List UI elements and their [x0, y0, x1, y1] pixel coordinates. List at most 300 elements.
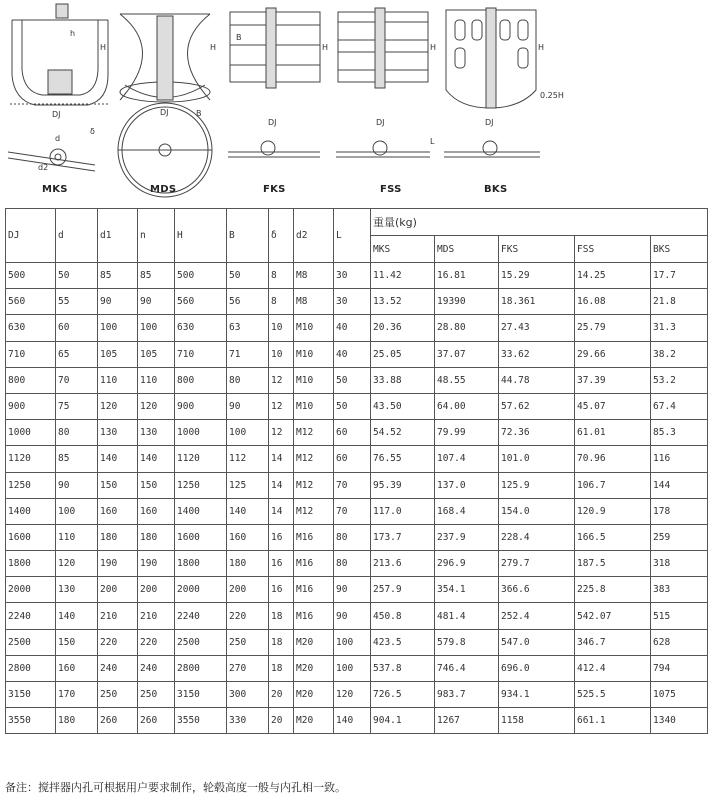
table-cell: 110 — [98, 367, 138, 393]
table-cell: 100 — [334, 655, 371, 681]
table-cell: 18.361 — [499, 289, 575, 315]
table-cell: 14.25 — [575, 263, 651, 289]
table-cell: 481.4 — [435, 603, 499, 629]
table-cell: 37.39 — [575, 367, 651, 393]
table-cell: 260 — [98, 708, 138, 734]
table-row — [6, 446, 708, 472]
table-cell: 1250 — [175, 472, 227, 498]
table-cell: 48.55 — [435, 367, 499, 393]
table-cell: 200 — [98, 577, 138, 603]
table-cell: 61.01 — [575, 420, 651, 446]
table-cell: 166.5 — [575, 524, 651, 550]
table-cell: 85 — [138, 263, 175, 289]
table-cell: 100 — [227, 420, 269, 446]
table-cell: 60 — [334, 420, 371, 446]
table-cell: 63 — [227, 315, 269, 341]
table-cell: 200 — [227, 577, 269, 603]
table-cell: 56 — [227, 289, 269, 315]
table-cell: 983.7 — [435, 682, 499, 708]
table-cell: 15.29 — [499, 263, 575, 289]
table-cell: 270 — [227, 655, 269, 681]
table-cell: M10 — [294, 393, 334, 419]
table-cell: 25.79 — [575, 315, 651, 341]
bks-top-drawing — [444, 141, 540, 157]
header-cell: L — [334, 209, 371, 263]
table-cell: 1120 — [6, 446, 56, 472]
table-cell: 16 — [269, 524, 294, 550]
fss-l-label: L — [430, 137, 435, 146]
table-cell: 3550 — [6, 708, 56, 734]
table-cell: 70.96 — [575, 446, 651, 472]
table-cell: 150 — [98, 472, 138, 498]
mds-front-drawing — [120, 14, 210, 102]
table-cell: 2500 — [6, 629, 56, 655]
table-cell: 110 — [138, 367, 175, 393]
table-cell: M12 — [294, 446, 334, 472]
fks-dj-label: DJ — [268, 118, 277, 127]
table-cell: 16 — [269, 577, 294, 603]
table-cell: 500 — [175, 263, 227, 289]
table-cell: 168.4 — [435, 498, 499, 524]
table-cell: 60 — [56, 315, 98, 341]
table-cell: 80 — [334, 524, 371, 550]
table-cell: 100 — [98, 315, 138, 341]
header-cell: B — [227, 209, 269, 263]
header-cell: n — [138, 209, 175, 263]
weight-subheader-cell: MDS — [435, 236, 499, 263]
table-row — [6, 367, 708, 393]
table-cell: 200 — [138, 577, 175, 603]
table-cell: 300 — [227, 682, 269, 708]
bks-025h-label: 0.25H — [540, 91, 564, 100]
fss-front-drawing — [338, 8, 428, 88]
caption-mks: MKS — [42, 184, 68, 195]
table-cell: 1075 — [651, 682, 708, 708]
bks-front-drawing — [446, 8, 536, 108]
header-cell: δ — [269, 209, 294, 263]
table-cell: 79.99 — [435, 420, 499, 446]
table-cell: 213.6 — [371, 551, 435, 577]
table-cell: 170 — [56, 682, 98, 708]
table-cell: 537.8 — [371, 655, 435, 681]
caption-fss: FSS — [380, 184, 402, 195]
table-cell: 70 — [334, 472, 371, 498]
table-row — [6, 708, 708, 734]
fks-front-drawing — [230, 8, 320, 88]
table-cell: 90 — [98, 289, 138, 315]
table-cell: 250 — [138, 682, 175, 708]
table-cell: 904.1 — [371, 708, 435, 734]
table-cell: 125 — [227, 472, 269, 498]
table-cell: 110 — [56, 524, 98, 550]
table-cell: 10 — [269, 341, 294, 367]
table-cell: 1000 — [175, 420, 227, 446]
table-cell: 16.08 — [575, 289, 651, 315]
table-cell: 100 — [56, 498, 98, 524]
table-cell: 412.4 — [575, 655, 651, 681]
table-cell: 30 — [334, 289, 371, 315]
table-cell: 423.5 — [371, 629, 435, 655]
table-cell: 542.07 — [575, 603, 651, 629]
mds-dj-label: DJ — [160, 108, 169, 117]
table-cell: 120.9 — [575, 498, 651, 524]
table-cell: 21.8 — [651, 289, 708, 315]
table-cell: 20 — [269, 708, 294, 734]
table-cell: 180 — [98, 524, 138, 550]
header-cell: d — [56, 209, 98, 263]
table-cell: 1400 — [175, 498, 227, 524]
table-cell: 220 — [227, 603, 269, 629]
table-cell: 90 — [334, 577, 371, 603]
table-cell: 2800 — [175, 655, 227, 681]
table-cell: 54.52 — [371, 420, 435, 446]
table-cell: 296.9 — [435, 551, 499, 577]
table-cell: 18 — [269, 603, 294, 629]
table-cell: 160 — [138, 498, 175, 524]
table-cell: 27.43 — [499, 315, 575, 341]
table-cell: 180 — [138, 524, 175, 550]
table-cell: 53.2 — [651, 367, 708, 393]
mds-h-label: H — [210, 43, 217, 52]
table-cell: 2000 — [175, 577, 227, 603]
table-cell: M8 — [294, 289, 334, 315]
table-cell: M20 — [294, 655, 334, 681]
table-cell: 101.0 — [499, 446, 575, 472]
table-cell: M8 — [294, 263, 334, 289]
table-cell: 190 — [98, 551, 138, 577]
technical-drawings — [0, 0, 711, 205]
caption-fks: FKS — [263, 184, 286, 195]
table-cell: 140 — [334, 708, 371, 734]
table-cell: 354.1 — [435, 577, 499, 603]
table-cell: 20.36 — [371, 315, 435, 341]
table-cell: 120 — [138, 393, 175, 419]
table-cell: 630 — [175, 315, 227, 341]
table-cell: 1400 — [6, 498, 56, 524]
table-cell: 1120 — [175, 446, 227, 472]
table-cell: 547.0 — [499, 629, 575, 655]
table-cell: 800 — [6, 367, 56, 393]
table-cell: 260 — [138, 708, 175, 734]
table-cell: 107.4 — [435, 446, 499, 472]
table-cell: 8 — [269, 263, 294, 289]
mks-front-drawing — [10, 4, 110, 105]
table-cell: 3150 — [175, 682, 227, 708]
table-cell: 50 — [227, 263, 269, 289]
table-cell: 3150 — [6, 682, 56, 708]
table-cell: 67.4 — [651, 393, 708, 419]
table-cell: 2240 — [6, 603, 56, 629]
fks-h-label: H — [322, 43, 329, 52]
table-cell: 661.1 — [575, 708, 651, 734]
table-cell: 80 — [334, 551, 371, 577]
fks-top-drawing — [228, 141, 320, 157]
mks-delta-label: δ — [90, 127, 95, 136]
table-cell: 64.00 — [435, 393, 499, 419]
table-cell: 120 — [98, 393, 138, 419]
table-cell: M12 — [294, 472, 334, 498]
table-cell: 579.8 — [435, 629, 499, 655]
table-cell: 120 — [334, 682, 371, 708]
table-cell: 1000 — [6, 420, 56, 446]
table-cell: 19390 — [435, 289, 499, 315]
table-cell: 57.62 — [499, 393, 575, 419]
table-cell: 2240 — [175, 603, 227, 629]
table-cell: 130 — [56, 577, 98, 603]
table-cell: M12 — [294, 420, 334, 446]
table-cell: 150 — [138, 472, 175, 498]
table-cell: 250 — [227, 629, 269, 655]
table-cell: 8 — [269, 289, 294, 315]
table-cell: 112 — [227, 446, 269, 472]
table-cell: 710 — [175, 341, 227, 367]
header-cell: d1 — [98, 209, 138, 263]
table-cell: M16 — [294, 577, 334, 603]
table-cell: 180 — [56, 708, 98, 734]
table-row — [6, 498, 708, 524]
fss-h-label: H — [430, 43, 437, 52]
table-cell: 130 — [98, 420, 138, 446]
table-cell: 50 — [334, 393, 371, 419]
table-cell: M20 — [294, 629, 334, 655]
table-cell: 187.5 — [575, 551, 651, 577]
table-cell: 279.7 — [499, 551, 575, 577]
table-cell: 29.66 — [575, 341, 651, 367]
table-cell: 240 — [98, 655, 138, 681]
table-row — [6, 551, 708, 577]
table-cell: 31.3 — [651, 315, 708, 341]
weight-subheader-cell: FKS — [499, 236, 575, 263]
table-cell: 100 — [138, 315, 175, 341]
table-cell: 500 — [6, 263, 56, 289]
table-cell: 90 — [227, 393, 269, 419]
table-cell: 50 — [334, 367, 371, 393]
table-cell: 14 — [269, 446, 294, 472]
table-row — [6, 472, 708, 498]
table-cell: 726.5 — [371, 682, 435, 708]
mks-d2-label: d2 — [38, 163, 49, 172]
mks-h-label: H — [100, 43, 107, 52]
table-cell: 257.9 — [371, 577, 435, 603]
table-cell: 259 — [651, 524, 708, 550]
table-cell: 140 — [98, 446, 138, 472]
table-cell: 45.07 — [575, 393, 651, 419]
table-cell: 12 — [269, 367, 294, 393]
table-cell: M10 — [294, 315, 334, 341]
table-cell: 1800 — [175, 551, 227, 577]
table-cell: 140 — [56, 603, 98, 629]
table-cell: 1340 — [651, 708, 708, 734]
table-cell: 515 — [651, 603, 708, 629]
table-cell: 85 — [98, 263, 138, 289]
table-cell: M16 — [294, 603, 334, 629]
table-cell: 180 — [227, 551, 269, 577]
table-cell: 11.42 — [371, 263, 435, 289]
table-cell: 44.78 — [499, 367, 575, 393]
table-cell: 160 — [98, 498, 138, 524]
bks-dj-label: DJ — [485, 118, 494, 127]
table-cell: 1267 — [435, 708, 499, 734]
table-cell: 70 — [56, 367, 98, 393]
table-row — [6, 315, 708, 341]
header-cell: DJ — [6, 209, 56, 263]
table-cell: 225.8 — [575, 577, 651, 603]
table-cell: M10 — [294, 367, 334, 393]
weight-header: 重量(kg) — [371, 209, 708, 236]
table-cell: 33.62 — [499, 341, 575, 367]
table-cell: 40 — [334, 315, 371, 341]
table-cell: 330 — [227, 708, 269, 734]
table-cell: 105 — [138, 341, 175, 367]
table-cell: 71 — [227, 341, 269, 367]
table-cell: 220 — [98, 629, 138, 655]
weight-subheader-cell: FSS — [575, 236, 651, 263]
table-cell: 17.7 — [651, 263, 708, 289]
table-row — [6, 341, 708, 367]
table-cell: 65 — [56, 341, 98, 367]
table-cell: 900 — [6, 393, 56, 419]
table-cell: 80 — [227, 367, 269, 393]
table-cell: 50 — [56, 263, 98, 289]
table-cell: 18 — [269, 655, 294, 681]
table-cell: M20 — [294, 682, 334, 708]
bks-h-label: H — [538, 43, 545, 52]
table-row — [6, 603, 708, 629]
table-cell: 628 — [651, 629, 708, 655]
table-cell: 117.0 — [371, 498, 435, 524]
mks-top-drawing — [8, 149, 95, 171]
table-row — [6, 577, 708, 603]
table-cell: 14 — [269, 498, 294, 524]
table-cell: 173.7 — [371, 524, 435, 550]
table-cell: 252.4 — [499, 603, 575, 629]
table-cell: 60 — [334, 446, 371, 472]
table-cell: 1800 — [6, 551, 56, 577]
table-cell: 20 — [269, 682, 294, 708]
table-cell: 525.5 — [575, 682, 651, 708]
table-cell: 12 — [269, 420, 294, 446]
table-cell: 150 — [56, 629, 98, 655]
table-row — [6, 655, 708, 681]
table-cell: 95.39 — [371, 472, 435, 498]
table-cell: 76.55 — [371, 446, 435, 472]
table-cell: 210 — [98, 603, 138, 629]
table-cell: 383 — [651, 577, 708, 603]
table-cell: 794 — [651, 655, 708, 681]
table-cell: 37.07 — [435, 341, 499, 367]
table-cell: 130 — [138, 420, 175, 446]
spec-table — [5, 208, 708, 734]
table-cell: 154.0 — [499, 498, 575, 524]
header-row — [6, 209, 708, 236]
table-cell: 934.1 — [499, 682, 575, 708]
table-cell: 14 — [269, 472, 294, 498]
fss-dj-label: DJ — [376, 118, 385, 127]
table-cell: 120 — [56, 551, 98, 577]
mks-d-label: d — [55, 134, 61, 143]
table-cell: 13.52 — [371, 289, 435, 315]
table-cell: 220 — [138, 629, 175, 655]
table-cell: M10 — [294, 341, 334, 367]
fss-top-drawing — [336, 141, 430, 157]
table-cell: 2500 — [175, 629, 227, 655]
table-cell: 28.80 — [435, 315, 499, 341]
table-cell: 90 — [334, 603, 371, 629]
table-cell: 106.7 — [575, 472, 651, 498]
table-cell: 140 — [138, 446, 175, 472]
table-cell: M16 — [294, 551, 334, 577]
table-cell: 2000 — [6, 577, 56, 603]
table-cell: 40 — [334, 341, 371, 367]
table-cell: 3550 — [175, 708, 227, 734]
mks-dj-label: DJ — [52, 110, 61, 119]
table-cell: 630 — [6, 315, 56, 341]
table-cell: 33.88 — [371, 367, 435, 393]
table-cell: 43.50 — [371, 393, 435, 419]
table-cell: 85 — [56, 446, 98, 472]
table-cell: 190 — [138, 551, 175, 577]
table-cell: 450.8 — [371, 603, 435, 629]
table-cell: 10 — [269, 315, 294, 341]
table-row — [6, 289, 708, 315]
caption-mds: MDS — [150, 184, 177, 195]
table-cell: 105 — [98, 341, 138, 367]
mks-h-small-label: h — [70, 29, 76, 38]
table-cell: 25.05 — [371, 341, 435, 367]
table-cell: 16 — [269, 551, 294, 577]
table-cell: 710 — [6, 341, 56, 367]
table-row — [6, 263, 708, 289]
table-cell: 12 — [269, 393, 294, 419]
table-cell: 318 — [651, 551, 708, 577]
table-cell: 160 — [56, 655, 98, 681]
table-cell: 116 — [651, 446, 708, 472]
table-row — [6, 393, 708, 419]
table-cell: 16.81 — [435, 263, 499, 289]
table-cell: 696.0 — [499, 655, 575, 681]
table-cell: 75 — [56, 393, 98, 419]
table-cell: 366.6 — [499, 577, 575, 603]
table-cell: 800 — [175, 367, 227, 393]
table-cell: 210 — [138, 603, 175, 629]
table-cell: 18 — [269, 629, 294, 655]
table-row — [6, 629, 708, 655]
table-cell: 100 — [334, 629, 371, 655]
caption-bks: BKS — [484, 184, 508, 195]
weight-subheader-cell: BKS — [651, 236, 708, 263]
table-cell: 70 — [334, 498, 371, 524]
table-cell: 160 — [227, 524, 269, 550]
table-cell: 90 — [56, 472, 98, 498]
fks-b-label: B — [236, 33, 242, 42]
table-cell: 137.0 — [435, 472, 499, 498]
table-cell: 55 — [56, 289, 98, 315]
table-cell: 560 — [6, 289, 56, 315]
header-cell: H — [175, 209, 227, 263]
table-cell: 178 — [651, 498, 708, 524]
table-row — [6, 524, 708, 550]
weight-subheader-cell: MKS — [371, 236, 435, 263]
table-cell: 1250 — [6, 472, 56, 498]
table-cell: M12 — [294, 498, 334, 524]
table-cell: 30 — [334, 263, 371, 289]
table-cell: 560 — [175, 289, 227, 315]
table-row — [6, 420, 708, 446]
table-cell: 140 — [227, 498, 269, 524]
table-cell: 90 — [138, 289, 175, 315]
table-cell: 144 — [651, 472, 708, 498]
table-cell: 228.4 — [499, 524, 575, 550]
